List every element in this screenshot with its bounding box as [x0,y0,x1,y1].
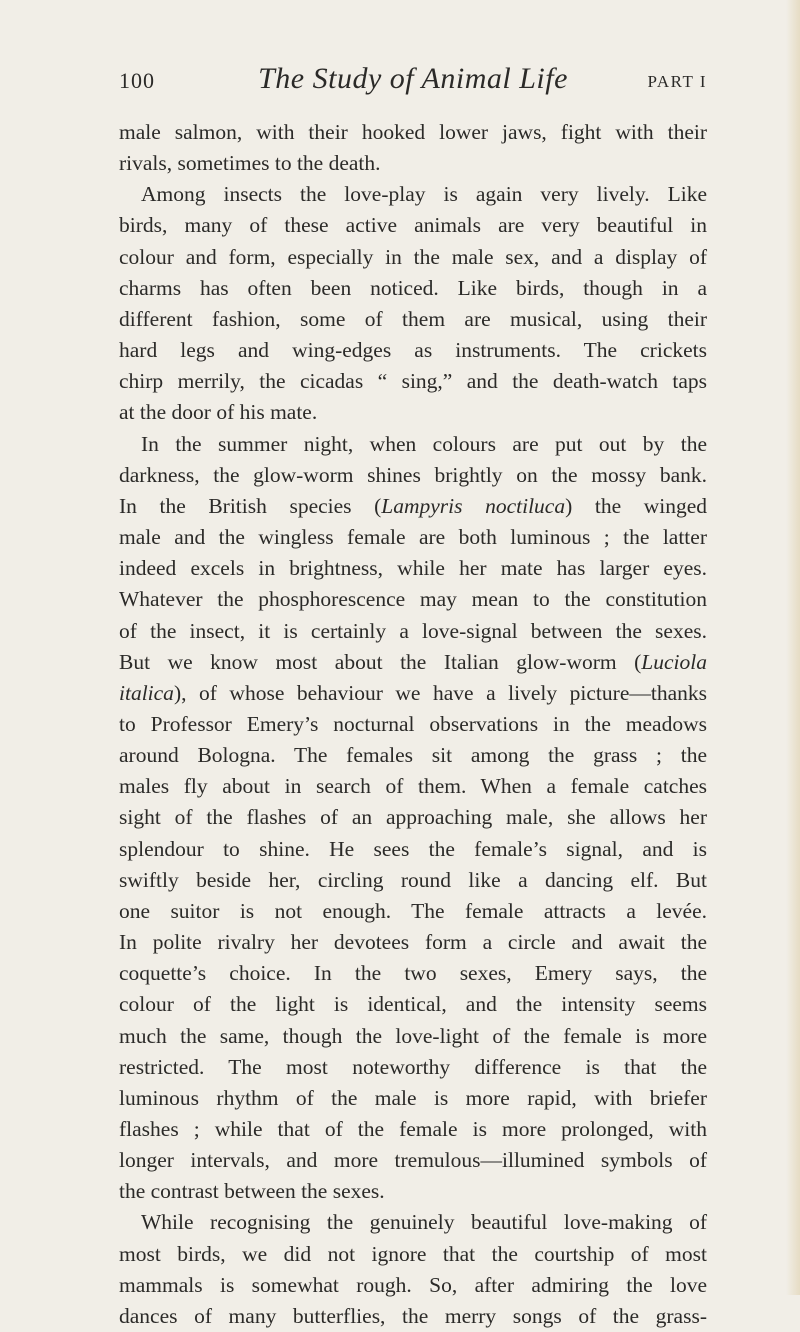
text-run: splendour to shine. He sees the female’s signal, and is [119,836,707,861]
text-line [119,179,707,210]
text-line [119,616,707,647]
text-run: In the summer night, when colours are put out by the [141,431,707,456]
text-line [119,1176,707,1207]
text-run: colour of the light is identical, and the intensity seems [119,992,707,1017]
text-line [119,989,707,1020]
text-run: most birds, we did not ignore that the courtship of most [119,1241,707,1266]
text-run: much the same, though the love-light of the female is more [119,1023,707,1048]
text-line [119,304,707,335]
text-run: indeed excels in brightness, while her mate has larger eyes. [119,556,707,581]
text-line [119,553,707,584]
body-text [119,117,707,1332]
text-line [119,491,707,522]
text-line [119,210,707,241]
text-line [119,366,707,397]
text-run: In polite rivalry her devotees form a circle and await the [119,930,707,955]
text-line [119,117,707,148]
text-run: Among insects the love-play is again very lively. Like [141,182,707,207]
text-run: restricted. The most noteworthy difference is that the [119,1054,707,1079]
page-edge-shadow [786,0,800,1295]
text-line [119,1083,707,1114]
text-run: But we know most about the Italian glow-worm ( [119,649,642,674]
text-run: ) the winged [565,493,707,518]
text-run: dances of many butterflies, the merry songs of the grass- [119,1303,707,1328]
text-run: birds, many of these active animals are very beautiful in [119,213,707,238]
text-run: different fashion, some of them are musical, using their [119,306,707,331]
running-title: The Study of Animal Life [258,62,568,95]
text-run: the contrast between the sexes. [119,1179,385,1204]
text-line [119,834,707,865]
text-run: to Professor Emery’s nocturnal observations in the meadows [119,711,707,736]
text-line [119,148,707,179]
text-line [119,678,707,709]
text-line [119,1145,707,1176]
text-run: male salmon, with their hooked lower jaws, fight with their [119,120,707,144]
text-line [119,1239,707,1270]
italic-text: Lampyris noctiluca [381,493,566,518]
text-run: one suitor is not enough. The female attracts a levée. [119,898,707,923]
text-line [119,740,707,771]
italic-text: italica [119,680,174,705]
text-run: around Bologna. The females sit among the grass ; the [119,743,707,768]
text-line [119,802,707,833]
text-run: males fly about in search of them. When a female catches [119,774,707,799]
text-run: luminous rhythm of the male is more rapid, with briefer [119,1085,707,1110]
text-run: While recognising the genuinely beautiful love-making of [141,1210,707,1235]
text-run: charms has often been noticed. Like birds, though in a [119,275,707,300]
text-run: longer intervals, and more tremulous—illumined symbols of [119,1148,707,1173]
text-line [119,460,707,491]
text-line [119,1301,707,1332]
text-line [119,1021,707,1052]
text-line [119,927,707,958]
text-run: hard legs and wing-edges as instruments. The crickets [119,338,707,363]
text-run: colour and form, especially in the male sex, and a display of [119,244,707,269]
text-line [119,273,707,304]
text-line [119,242,707,273]
part-label: PART I [647,72,707,91]
text-line [119,1270,707,1301]
text-run: male and the wingless female are both luminous ; the latter [119,525,707,550]
text-line [119,1207,707,1238]
text-line [119,335,707,366]
text-run: ), of whose behaviour we have a lively picture—thanks [173,680,707,705]
text-line [119,1114,707,1145]
text-run: mammals is somewhat rough. So, after admiring the love [119,1272,707,1297]
text-line [119,429,707,460]
text-run: chirp merrily, the cicadas “ sing,” and the death-watch taps [119,369,707,394]
text-line [119,397,707,428]
text-line [119,1052,707,1083]
text-run: swiftly beside her, circling round like a dancing elf. But [119,867,707,892]
text-line [119,896,707,927]
text-line [119,709,707,740]
text-run: Whatever the phosphorescence may mean to the constitution [119,587,707,612]
text-line [119,584,707,615]
text-run: In the British species ( [119,493,382,518]
text-run: flashes ; while that of the female is more prolonged, with [119,1117,707,1141]
text-run: at the door of his mate. [119,400,318,425]
text-run: sight of the flashes of an approaching male, she allows her [119,805,707,830]
text-run: of the insect, it is certainly a love-signal between the sexes. [119,618,707,643]
text-run: darkness, the glow-worm shines brightly on the mossy bank. [119,462,707,487]
text-line [119,865,707,896]
italic-text: Luciola [641,649,707,674]
text-line [119,522,707,553]
text-line [119,958,707,989]
text-line [119,771,707,802]
text-line [119,647,707,678]
text-run: coquette’s choice. In the two sexes, Emery says, the [119,961,707,986]
running-header [119,62,707,102]
text-run: rivals, sometimes to the death. [119,151,381,176]
page-number: 100 [119,68,155,93]
